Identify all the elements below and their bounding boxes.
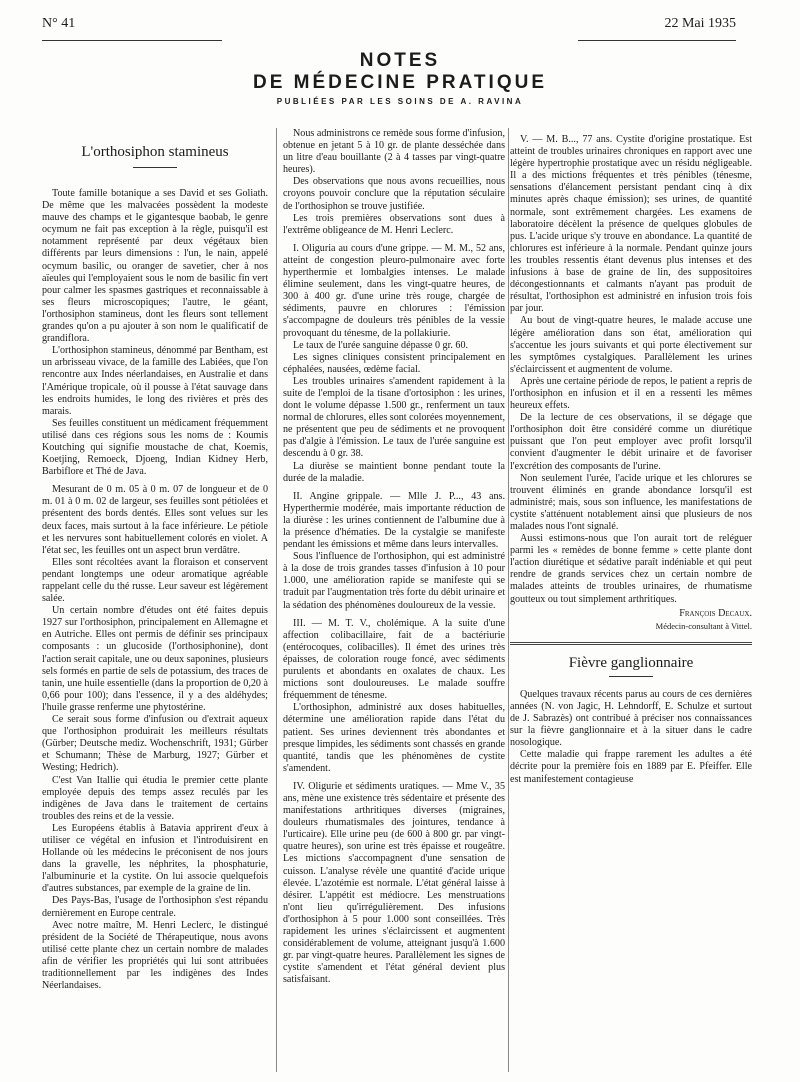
paragraph: Nous administrons ce remède sous forme d'infusion, obtenue en jetant 5 à 10 gr. de plante desséchée dans un litre d'eau bouillante (2 à 4 tasses par vingt-quatre heures). bbox=[283, 128, 505, 176]
paragraph: Les troubles urinaires s'amendent rapidement à la suite de l'emploi de la tisane d'ortosiphon : les urines, dont le volume dépasse 1.500 gr., renferment un taux normal de chlorures, elles sont colorées moyennement, ne présentent que peu de sédiments et ne provoquent pas d'algie à l'émission. Le taux de l'urée sanguine est descendu à 0 gr. 38. bbox=[283, 375, 505, 460]
issue-date: 22 Mai 1935 bbox=[664, 16, 736, 31]
paragraph: Les trois premières observations sont dues à l'extrême obligeance de M. Henri Leclerc. bbox=[283, 212, 505, 236]
paragraph: Mesurant de 0 m. 05 à 0 m. 07 de longueur et de 0 m. 01 à 0 m. 02 de largeur, ses feuilles sont pétiolées et présentent des bords dentés. Elles sont velues sur les deux faces, mais surtout à la face inférieure. Le pétiole et les nervures sont habituellement colorés en violet. A l'état sec, les feuilles ont un aspect brun verdâtre. bbox=[42, 484, 268, 556]
paragraph: De la lecture de ces observations, il se dégage que l'orthosiphon doit être considéré comme un diurétique puissant que l'on peut employer avec profit lorsqu'il convient d'augmenter le débit urinaire et de favoriser l'excrétion des composants de l'urine. bbox=[510, 412, 752, 472]
paragraph: Non seulement l'urée, l'acide urique et les chlorures se trouvent éliminés en grande abondance lorsqu'il est administré; mais, sous son influence, les manifestations de cystite s'atténuent notablement ainsi que plusieurs de nos malades nous l'ont signalé. bbox=[510, 472, 752, 532]
paragraph: Un certain nombre d'études ont été faites depuis 1927 sur l'orthosiphon, principalement en Allemagne et en Autriche. Elles ont permis de définir ses principaux composants : un glucoside (l'orthosiphonine), dont l'action serait capitale, une ou deux saponines, plusieurs sels formés en partie de sels de potassium, des traces de tanin, une huile essentielle (dans la proportion de 0,20 à 0,66 pour 100); dans l'essence, il y a des aldéhydes; l'huile grasse renferme une phytostérine. bbox=[42, 605, 268, 713]
masthead-publisher: PUBLIÉES PAR LES SOINS DE A. RAVINA bbox=[276, 97, 524, 106]
title-underline bbox=[609, 676, 653, 677]
paragraph: Les Européens établis à Batavia apprirent d'eux à utiliser ce végétal en infusion et l'introduisirent en Hollande où les médecins le préconisent de nos jours dans la gravelle, les néphrites, la phosphaturie, l'albuminurie et la cystite. On lui associe quelquefois d'autres substances, par exemple de la graine de lin. bbox=[42, 822, 268, 895]
paragraph: C'est Van Itallie qui étudia le premier cette plante employée depuis des temps assez reculés par les indigènes de Java dans le traitement de certains troubles des reins et de la vessie. bbox=[42, 774, 268, 822]
column-divider bbox=[276, 128, 277, 1072]
author-signature: François Decaux. bbox=[679, 607, 752, 619]
paragraph: Sous l'influence de l'orthosiphon, qui est administré à la dose de trois grandes tasses d'infusion à 10 pour 1.000, une amélioration rapide se manifeste qui se traduit par l'augmentation très forte du débit urinaire et la sédation des phénomènes douloureux de la vessie. bbox=[283, 551, 505, 611]
case-paragraph: V. — M. B..., 77 ans. Cystite d'origine prostatique. Est atteint de troubles urinaires chroniques en rapport avec une légère hypertrophie prostatique avec un résidu négligeable. Il a des mictions fréquentes et très pénibles (ténesme, sensations d'élancement persistant pendant cinq à dix minutes après chaque émission); ses urines, de quantité normale, sont extrêmement chargées. Les examens de laboratoire décèlent la présence de quelques globules de pus. L'acide urique s'y trouve en abondance. La quantité de chlorures est inférieure à la normale. Pendant quinze jours les troubles ressentis étant devenus plus intenses et des infusions à base de graine de lin, des suppositoires décongestionnants et calmants n'ayant pas produit de résultat, l'orthosiphon est administré en infusion trois fois par jour. bbox=[510, 134, 752, 315]
column-1 bbox=[42, 128, 268, 1074]
column-3 bbox=[510, 128, 752, 1074]
paragraph: Des observations que nous avons recueillies, nous croyons pouvoir conclure que la réputation séculaire de l'orthosiphon se trouve justifiée. bbox=[283, 176, 505, 212]
paragraph: L'orthosiphon stamineus, dénommé par Bentham, est un arbrisseau vivace, de la famille des Labiées, que l'on rencontre aux Indes néerlandaises, en Australie et dans l'Amérique tropicale, où il pousse à l'état sauvage dans les endroits humides, le long des rivières et près des marais. bbox=[42, 345, 268, 417]
paragraph: La diurèse se maintient bonne pendant toute la durée de la maladie. bbox=[283, 460, 505, 484]
paragraph: Toute famille botanique a ses David et ses Goliath. De même que les malvacées possèdent la modeste mauve des champs et le gigantesque baobab, le genre ocymum ne fait pas exception à la règle, puisqu'il est notamment représenté par deux végétaux bien différents par leurs dimensions : l'un, le nain, appelé ocymum basilic, ou oranger de savetier, cher à nos aïeules qui l'employaient sous le nom de basilic fin vert pour calmer les spasmes gastriques et reconnaissable à ses fleurs microscopiques; l'autre, le géant, l'orthosiphon stamineus, dont les fleurs sont tellement grandes qu'on a pu ajouter à son nom le qualificatif de grandiflora. bbox=[42, 188, 268, 345]
paragraph: Quelques travaux récents parus au cours de ces dernières années (N. von Jagic, H. Lehndorff, E. Schulze et surtout de J. Sabrazès) ont contribué à préciser nos connaissances sur la fièvre ganglionnaire et à la situer dans le cadre nosologique. bbox=[510, 688, 752, 749]
article-title: L'orthosiphon stamineus bbox=[81, 144, 229, 160]
article-title: Fièvre ganglionnaire bbox=[568, 654, 694, 671]
masthead-title: NOTES bbox=[359, 50, 441, 71]
header-rule-left bbox=[42, 40, 222, 41]
paragraph: Les signes cliniques consistent principalement en céphalées, nausées, œdème facial. bbox=[283, 351, 505, 375]
paragraph: Cette maladie qui frappe rarement les adultes a été décrite pour la première fois en 1889 par E. Pfeiffer. Elle est manifestement contagieuse bbox=[510, 749, 752, 785]
masthead-subtitle: DE MÉDECINE PRATIQUE bbox=[252, 72, 547, 93]
issue-number: N° 41 bbox=[42, 16, 76, 31]
masthead bbox=[220, 50, 580, 106]
case-paragraph: IV. Oligurie et sédiments uratiques. — Mme V., 35 ans, mène une existence très sédentaire et présente des manifestations arthritiques diverses (migraines, douleurs rhumatismales des jointures, tendance à l'urticaire). Elle urine peu (de 600 à 800 gr. par vingt-quatre heures), son urine est très épaisse et rougeâtre. Les mictions s'accompagnent d'une sensation de cuisson. L'analyse révèle une quantité d'acide urique élevée. L'azotémie est normale. L'état général laisse à désirer. L'appétit est médiocre. Les menstruations n'ont lieu qu'irrégulièrement. Des infusions d'orthosiphon à 5 pour 1.000 sont conseillées. Très rapidement les urines s'éclaircissent et augmentent considérablement de volume, atteignant jusqu'à 1.600 gr. par vingt-quatre heures. Parallèlement les signes de cystite s'amendent et l'état général devient plus satisfaisant. bbox=[283, 780, 505, 986]
case-paragraph: III. — M. T. V., cholémique. A la suite d'une affection colibacillaire, fait de a bactériurie (entérocoques, colibacilles). Il émet des urines très épaisses, de coloration rouge foncé, avec sédiments purulents et abondants en oxalates de chaux. Les mictions sont douloureuses. Le malade souffre fréquemment de ténesme. bbox=[283, 617, 505, 702]
paragraph: Ses feuilles constituent un médicament fréquemment utilisé dans ces régions sous les noms de : Koumis Koutching qui signifie moustache de chat, Koemis, Koetjing, Remoeck, Djoeng, Indian Kidney Herb, Barbiflore et Thé de Java. bbox=[42, 417, 268, 478]
paragraph: Elles sont récoltées avant la floraison et conservent pendant longtemps une odeur aromatique agréable rappelant celle du thé russe. Leur saveur est légèrement salée. bbox=[42, 556, 268, 605]
paragraph: L'orthosiphon, administré aux doses habituelles, détermine une amélioration rapide dans l'état du patient. Ses urines deviennent très abondantes et presque limpides, les sédiments sont chassés en grande quantité, tandis que les phénomènes de cystite s'amendent. bbox=[283, 702, 505, 774]
paragraph: Des Pays-Bas, l'usage de l'orthosiphon s'est répandu dernièrement en Europe centrale. bbox=[42, 895, 268, 919]
author-role: Médecin-consultant à Vittel. bbox=[655, 620, 752, 631]
paragraph: Aussi estimons-nous que l'on aurait tort de reléguer parmi les « remèdes de bonne femme » cette plante dont l'action diurétique et sédative paraît indéniable et qui peut rendre de grands services chez un certain nombre de malades atteints de troubles urinaires, de rhumatisme goutteux ou tout simplement arthritiques. bbox=[510, 533, 752, 605]
paragraph: Le taux de l'urée sanguine dépasse 0 gr. 60. bbox=[293, 339, 469, 351]
article-separator bbox=[510, 642, 752, 645]
title-underline bbox=[133, 167, 177, 168]
column-2 bbox=[283, 128, 505, 1074]
paragraph: Au bout de vingt-quatre heures, le malade accuse une légère amélioration dans son état, amélioration qui s'accentue les jours suivants et qui porte électivement sur les symptômes cystalgiques. Parallèlement les urines s'éclaircissent et augmentent de volume. bbox=[510, 315, 752, 375]
header-rule-right bbox=[578, 40, 736, 41]
column-divider bbox=[508, 128, 509, 1072]
case-paragraph: II. Angine grippale. — Mlle J. P..., 43 ans. Hyperthermie modérée, mais importante réduction de la diurèse : les urines contiennent de l'albumine due à la présence d'hématies. De la cystalgie se manifeste pendant les émissions et même dans leurs intervalles. bbox=[283, 490, 505, 551]
paragraph: Avec notre maître, M. Henri Leclerc, le distingué président de la Société de Thérapeutique, nous avons utilisé cette plante chez un certain nombre de malades afin de vérifier les propriétés qui lui sont attribuées traditionnellement par les indigènes des Indes Néerlandaises. bbox=[42, 919, 268, 992]
paragraph: Ce serait sous forme d'infusion ou d'extrait aqueux que l'orthosiphon produirait les meilleurs résultats (Gürber; Deutsche mediz. Wochenschrift, 1931; Gürber et Schumann; Thèse de Marburg, 1927; Gürber et Westing; Hedrich). bbox=[42, 714, 268, 774]
case-paragraph: I. Oliguria au cours d'une grippe. — M. M., 52 ans, atteint de congestion pleuro-pulmonaire avec forte hyperthermie et lombalgies intenses. Le malade élimine seulement, dans les vingt-quatre heures, de 300 à 400 gr. d'une urine très rouge, chargée de sédiments, pauvre en chlorures : l'émission s'accompagne de douleurs très pénibles de la vessie provoquant du ténesme, de la pollakiurie. bbox=[283, 242, 505, 339]
paragraph: Après une certaine période de repos, le patient a repris de l'orthosiphon en infusion et il en a ressenti les mêmes heureux effets. bbox=[510, 375, 752, 412]
